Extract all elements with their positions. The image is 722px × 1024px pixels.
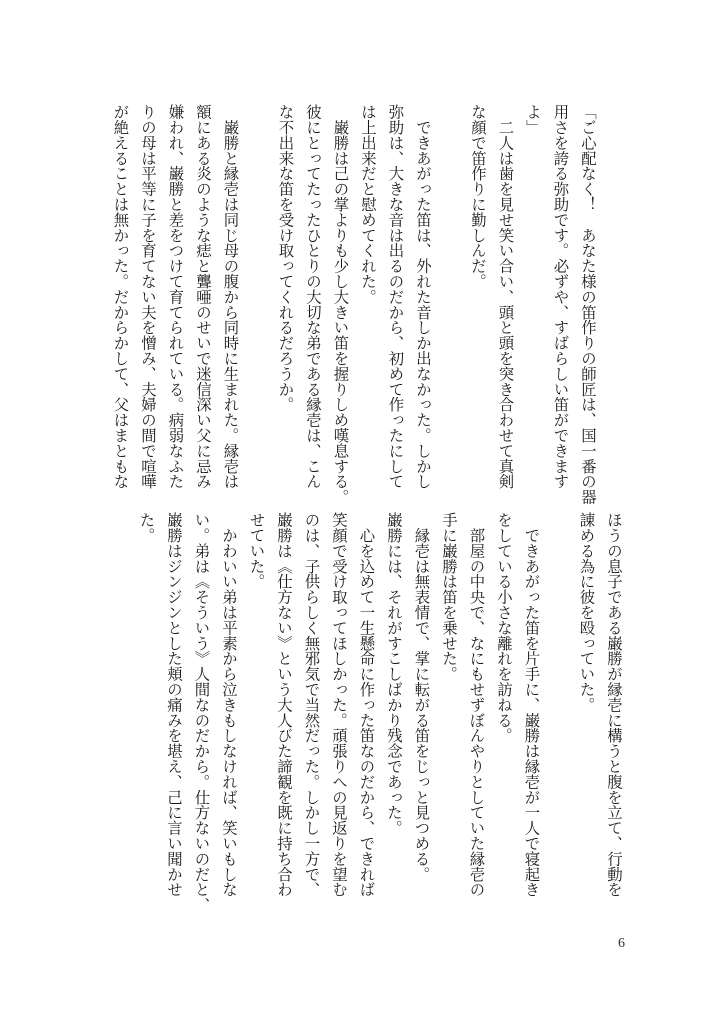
text-line: 笑顔で受け取ってほしかった。頑張りへの見返りを望む — [330, 512, 347, 897]
text-line: できあがった笛を片手に、巌勝は縁壱が一人で寝起き — [522, 512, 540, 897]
text-line: できあがった笛は、外れた音しか出なかった。しかし — [414, 104, 431, 489]
text-line: かわいい弟は平素から泣きもしなければ、笑いもしな — [220, 512, 237, 897]
text-line: が絶えることは無かった。だからかして、父はまともな — [111, 104, 129, 489]
text-line: 嫌われ、巌勝と差をつけて育てられている。病弱なふた — [166, 104, 184, 489]
text-block-top — [106, 104, 601, 509]
text-line: 弥助は、大きな音は出るのだから、初めて作ったにして — [386, 104, 404, 489]
text-line: 巌勝と縁壱は同じ母の腹から同時に生まれた。縁壱は — [221, 104, 239, 489]
text-line: 部屋の中央で、なにもせずぼんやりとしていた縁壱の — [467, 512, 485, 897]
text-line: 諌める為に彼を殴っていた。 — [577, 512, 595, 713]
text-line: りの母は平等に子を育てない夫を憎み、夫婦の間で喧嘩 — [139, 104, 156, 489]
text-line — [436, 104, 464, 509]
text-line: 用さを誇る弥助です。必ずや、すばらしい笛ができます — [551, 104, 569, 489]
text-line: 巌勝には、それがすこしばかり残念であった。 — [385, 512, 402, 836]
text-line: せていた。 — [247, 512, 265, 589]
text-line: 巌勝は《仕方ない》という大人びた諦観を既に持ち合わ — [275, 512, 292, 897]
text-line: ほうの息子である巌勝が縁壱に構うと腹を立て、行動を — [605, 512, 622, 897]
text-line: 彼にとってたったひとりの大切な弟である縁壱は、こん — [304, 104, 321, 489]
text-line — [545, 512, 573, 917]
text-line: 二人は歯を見せ笑い合い、頭と頭を突き合わせて真剣 — [496, 104, 514, 489]
text-line: 額にある炎のような痣と聾唖のせいで迷信深い父に忌み — [194, 104, 211, 489]
text-line: 「ご心配なく！ あなた様の笛作りの師匠は、国一番の器 — [579, 104, 596, 505]
page-number: 6 — [618, 936, 625, 951]
text-block-bottom — [132, 512, 627, 917]
text-line: のは、子供らしく無邪気で当然だった。しかし一方で、 — [302, 512, 320, 897]
text-line: よ」 — [524, 104, 541, 135]
text-line — [244, 104, 272, 509]
text-line: は上出来だと慰めてくれた。 — [359, 104, 376, 305]
text-line: い。弟は《そういう》人間なのだから。仕方ないのだと、 — [192, 512, 210, 913]
text-line: な不出来な笛を受け取ってくれるだろうか。 — [276, 104, 294, 412]
text-line: 縁壱は無表情で、掌に転がる笛をじっと見つめる。 — [412, 512, 430, 882]
text-line: をしている小さな離れを訪ねる。 — [495, 512, 512, 743]
text-line: な顔で笛作りに勤しんだ。 — [469, 104, 486, 289]
text-line: 巌勝は己の掌よりも少し大きい笛を握りしめ嘆息する。 — [331, 104, 349, 505]
text-line: た。 — [137, 512, 155, 543]
text-line: 心を込めて一生懸命に作った笛なのだから、できれば — [357, 512, 375, 897]
text-line: 巌勝はジンジンとした頬の痛みを堪え、己に言い聞かせ — [165, 512, 182, 897]
text-line: 手に巌勝は笛を乗せた。 — [440, 512, 457, 682]
